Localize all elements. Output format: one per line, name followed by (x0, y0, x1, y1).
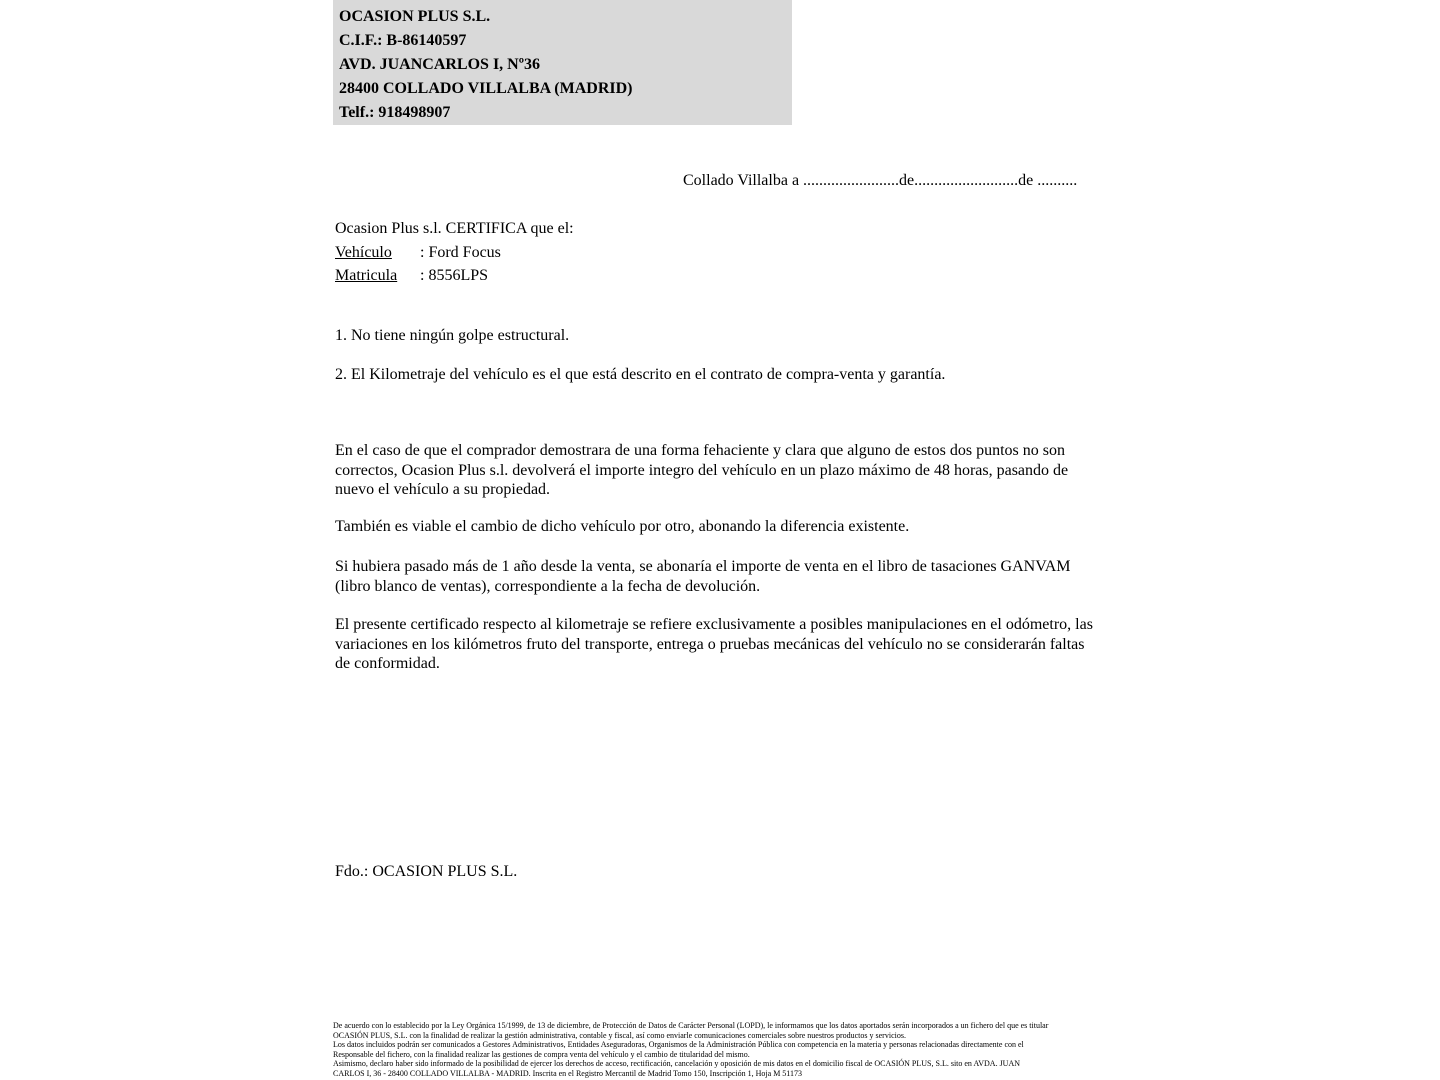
vehicle-value: : Ford Focus (420, 243, 501, 261)
legal-footer-line: OCASIÓN PLUS, S.L. con la finalidad de realizar la gestión administrativa, contable y fiscal, así como enviarle comunicaciones comerciales sobre nuestros productos y servicios. (333, 1030, 906, 1040)
certify-block (335, 217, 574, 288)
plate-row (335, 264, 574, 288)
vehicle-label: Vehículo (335, 243, 392, 261)
paragraph-odometer-disclaimer: El presente certificado respecto al kilometraje se refiere exclusivamente a posibles manipulaciones en el odómetro, las variaciones en los kilómetros fruto del transporte, entrega o pruebas mecánicas del vehículo no se considerarán faltas de conformidad. (335, 616, 1093, 672)
company-city: 28400 COLLADO VILLALBA (MADRID) (339, 80, 633, 97)
company-name: OCASION PLUS S.L. (339, 8, 491, 25)
legal-footer-line: Responsable del fichero, con la finalidad realizar las gestiones de compra venta del vehículo y el cambio de titularidad del mismo. (333, 1049, 750, 1059)
date-line: Collado Villalba a ........................de..........................de .......... (683, 172, 1078, 189)
legal-footer (333, 1021, 1123, 1078)
company-address: AVD. JUANCARLOS I, Nº36 (339, 56, 541, 73)
plate-label: Matricula (335, 267, 398, 284)
legal-footer-line: De acuerdo con lo establecido por la Ley Orgánica 15/1999, de 13 de diciembre, de Protección de Datos de Carácter Personal (LOPD), le informamos que los datos aportados serán incorporados a un fichero del que es titular (333, 1021, 1049, 1030)
legal-footer-line: CARLOS I, 36 - 28400 COLLADO VILLALBA - MADRID. Inscrita en el Registro Mercantil de Madrid Tomo 150, Inscripción 1, Hoja M 51173 (333, 1068, 803, 1078)
company-phone: Telf.: 918498907 (339, 104, 451, 121)
signature-line: Fdo.: OCASION PLUS S.L. (335, 863, 518, 880)
paragraph-refund-terms: En el caso de que el comprador demostrara de una forma fehaciente y clara que alguno de estos dos puntos no son correctos, Ocasion Plus s.l. devolverá el importe integro del vehículo en un plazo máximo de 48 horas, pasando de nuevo el vehículo a su propiedad. (335, 442, 1069, 498)
certificate-point-1: 1. No tiene ningún golpe estructural. (335, 327, 570, 344)
certify-intro: Ocasion Plus s.l. CERTIFICA que el: (335, 220, 574, 237)
legal-footer-line: Asimismo, declaro haber sido informado de la posibilidad de ejercer los derechos de acceso, rectificación, cancelación y oposición de mis datos en el domicilio fiscal de OCASIÓN PLUS, S.L. sito en AVDA. JUAN (333, 1059, 1021, 1068)
plate-value: : 8556LPS (420, 267, 489, 284)
paragraph-exchange-option: También es viable el cambio de dicho vehículo por otro, abonando la diferencia existente. (335, 518, 910, 535)
paragraph-ganvam-valuation: Si hubiera pasado más de 1 año desde la venta, se abonaría el importe de venta en el libro de tasaciones GANVAM (libro blanco de ventas), correspondiente a la fecha de devolución. (335, 558, 1071, 595)
certificate-point-2: 2. El Kilometraje del vehículo es el que está descrito en el contrato de compra-venta y garantía. (335, 366, 946, 383)
company-cif: C.I.F.: B-86140597 (339, 32, 467, 49)
legal-footer-line: Los datos incluidos podrán ser comunicados a Gestores Administrativos, Entidades Aseguradoras, Organismos de la Administración Pública con competencia en la materia y personas relacionadas directamente con el (333, 1040, 1024, 1049)
company-letterhead (333, 0, 792, 125)
vehicle-row (335, 241, 574, 265)
